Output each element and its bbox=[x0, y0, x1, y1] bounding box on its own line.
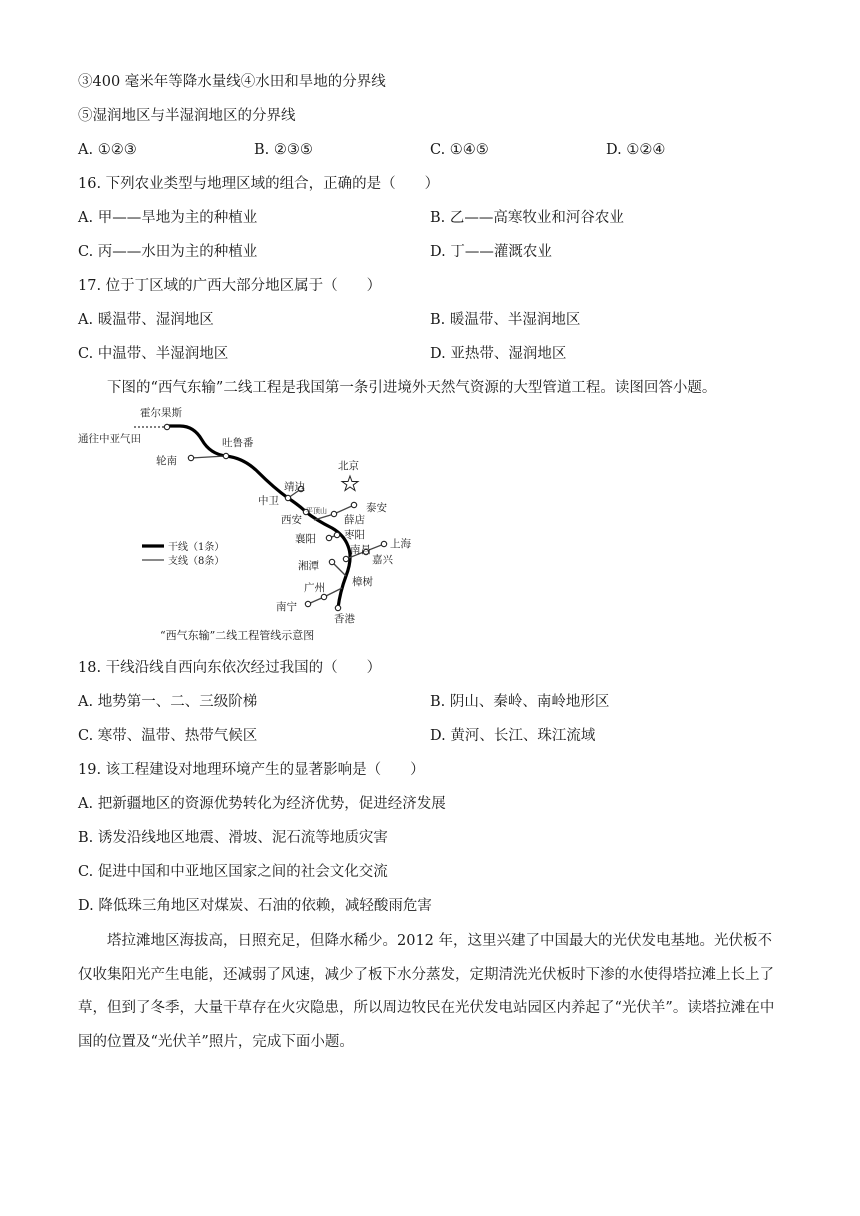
label-xiangtan: 湘潭 bbox=[298, 560, 319, 572]
q19-option-b: B. 诱发沿线地区地震、滑坡、泥石流等地质灾害 bbox=[78, 830, 388, 846]
node-zaoyang bbox=[334, 532, 339, 537]
label-central-asia: 通往中亚气田 bbox=[78, 433, 141, 445]
q18-stem: 18. 干线沿线自西向东依次经过我国的（ ） bbox=[78, 660, 382, 676]
label-xuedian: 薛店 bbox=[344, 514, 365, 526]
q15-option-a: A. ①②③ bbox=[78, 142, 137, 158]
label-hongkong: 香港 bbox=[334, 613, 355, 625]
node-xiangtan bbox=[329, 559, 334, 564]
q15-line-1: ③400 毫米年等降水量线④水田和旱地的分界线 bbox=[78, 74, 386, 90]
map-caption: “西气东输”二线工程管线示意图 bbox=[160, 629, 315, 642]
q17-option-b: B. 暖温带、半湿润地区 bbox=[430, 312, 581, 328]
q17-option-d: D. 亚热带、湿润地区 bbox=[430, 346, 567, 362]
label-nanchang: 南昌 bbox=[350, 544, 371, 556]
label-guangzhou: 广州 bbox=[304, 582, 325, 594]
q16-option-c: C. 丙——水田为主的种植业 bbox=[78, 244, 258, 260]
label-turpan: 吐鲁番 bbox=[222, 437, 254, 449]
q15-option-d: D. ①②④ bbox=[606, 142, 666, 158]
label-jiaxing: 嘉兴 bbox=[372, 554, 393, 566]
q16-option-d: D. 丁——灌溉农业 bbox=[430, 244, 552, 260]
label-xiangyang: 襄阳 bbox=[295, 533, 316, 545]
q15-line-2: ⑤湿润地区与半湿润地区的分界线 bbox=[78, 108, 296, 124]
q16-option-a: A. 甲——旱地为主的种植业 bbox=[78, 210, 258, 226]
label-pingdingshan: 平顶山 bbox=[306, 507, 327, 515]
q19-stem: 19. 该工程建设对地理环境产生的显著影响是（ ） bbox=[78, 762, 425, 778]
beijing-star-icon bbox=[342, 476, 358, 491]
q16-stem: 16. 下列农业类型与地理区域的组合，正确的是（ ） bbox=[78, 176, 440, 192]
branch-lunnan bbox=[191, 456, 226, 458]
q18-option-a: A. 地势第一、二、三级阶梯 bbox=[78, 694, 258, 710]
q18-option-c: C. 寒带、温带、热带气候区 bbox=[78, 728, 258, 744]
pipeline-intro: 下图的“西气东输”二线工程是我国第一条引进境外天然气资源的大型管道工程。读图回答小题。 bbox=[107, 380, 717, 396]
label-xian: 西安 bbox=[281, 514, 302, 526]
q15-option-b: B. ②③⑤ bbox=[254, 142, 313, 158]
tala-intro-paragraph bbox=[78, 925, 782, 1059]
tala-intro-text: 塔拉滩地区海拔高，日照充足，但降水稀少。2012 年，这里兴建了中国最大的光伏发电基地。光伏板不仅收集阳光产生电能，还减弱了风速，减少了板下水分蒸发，定期清洗光伏板时下渗的水使得塔拉滩上长上了草，但到了冬季，大量干草存在火灾隐患，所以周边牧民在光伏发电站园区内养起了“光伏羊”。读塔拉滩在中国的位置及“光伏羊”照片，完成下面小题。 bbox=[78, 933, 775, 1050]
node-guangzhou bbox=[321, 594, 326, 599]
q17-option-c: C. 中温带、半湿润地区 bbox=[78, 346, 229, 362]
q19-option-a: A. 把新疆地区的资源优势转化为经济优势，促进经济发展 bbox=[78, 796, 446, 812]
node-xiangyang bbox=[326, 535, 331, 540]
q17-stem: 17. 位于丁区域的广西大部分地区属于（ ） bbox=[78, 278, 382, 294]
label-zhangshu: 樟树 bbox=[352, 576, 373, 588]
label-shanghai: 上海 bbox=[390, 538, 411, 550]
pipeline-map bbox=[76, 402, 436, 652]
label-zhongwei: 中卫 bbox=[258, 495, 279, 507]
legend-branch-label: 支线（8条） bbox=[168, 556, 225, 567]
legend-trunk-label: 干线（1条） bbox=[168, 542, 225, 553]
node-shanghai bbox=[381, 541, 386, 546]
label-lunnan: 轮南 bbox=[156, 455, 177, 467]
label-jingbian: 靖边 bbox=[284, 481, 305, 493]
q19-option-d: D. 降低珠三角地区对煤炭、石油的依赖，减轻酸雨危害 bbox=[78, 898, 432, 914]
q16-option-b: B. 乙——高寒牧业和河谷农业 bbox=[430, 210, 624, 226]
q17-option-a: A. 暖温带、湿润地区 bbox=[78, 312, 214, 328]
node-zhongwei bbox=[285, 495, 290, 500]
node-taian bbox=[351, 502, 356, 507]
label-nanning: 南宁 bbox=[276, 601, 297, 613]
node-lunnan bbox=[188, 455, 193, 460]
label-huoerguosi: 霍尔果斯 bbox=[140, 407, 182, 419]
node-huoerguosi bbox=[164, 424, 169, 429]
q19-option-c: C. 促进中国和中亚地区国家之间的社会文化交流 bbox=[78, 864, 388, 880]
node-nanchang bbox=[343, 556, 348, 561]
q15-option-c: C. ①④⑤ bbox=[430, 142, 489, 158]
node-turpan bbox=[223, 453, 228, 458]
node-hongkong bbox=[335, 605, 340, 610]
label-beijing: 北京 bbox=[338, 460, 359, 472]
label-taian: 泰安 bbox=[366, 502, 387, 514]
q18-option-d: D. 黄河、长江、珠江流域 bbox=[430, 728, 596, 744]
node-xuedian bbox=[331, 511, 336, 516]
label-zaoyang: 枣阳 bbox=[344, 529, 365, 541]
q18-option-b: B. 阴山、秦岭、南岭地形区 bbox=[430, 694, 610, 710]
node-nanning bbox=[305, 601, 310, 606]
